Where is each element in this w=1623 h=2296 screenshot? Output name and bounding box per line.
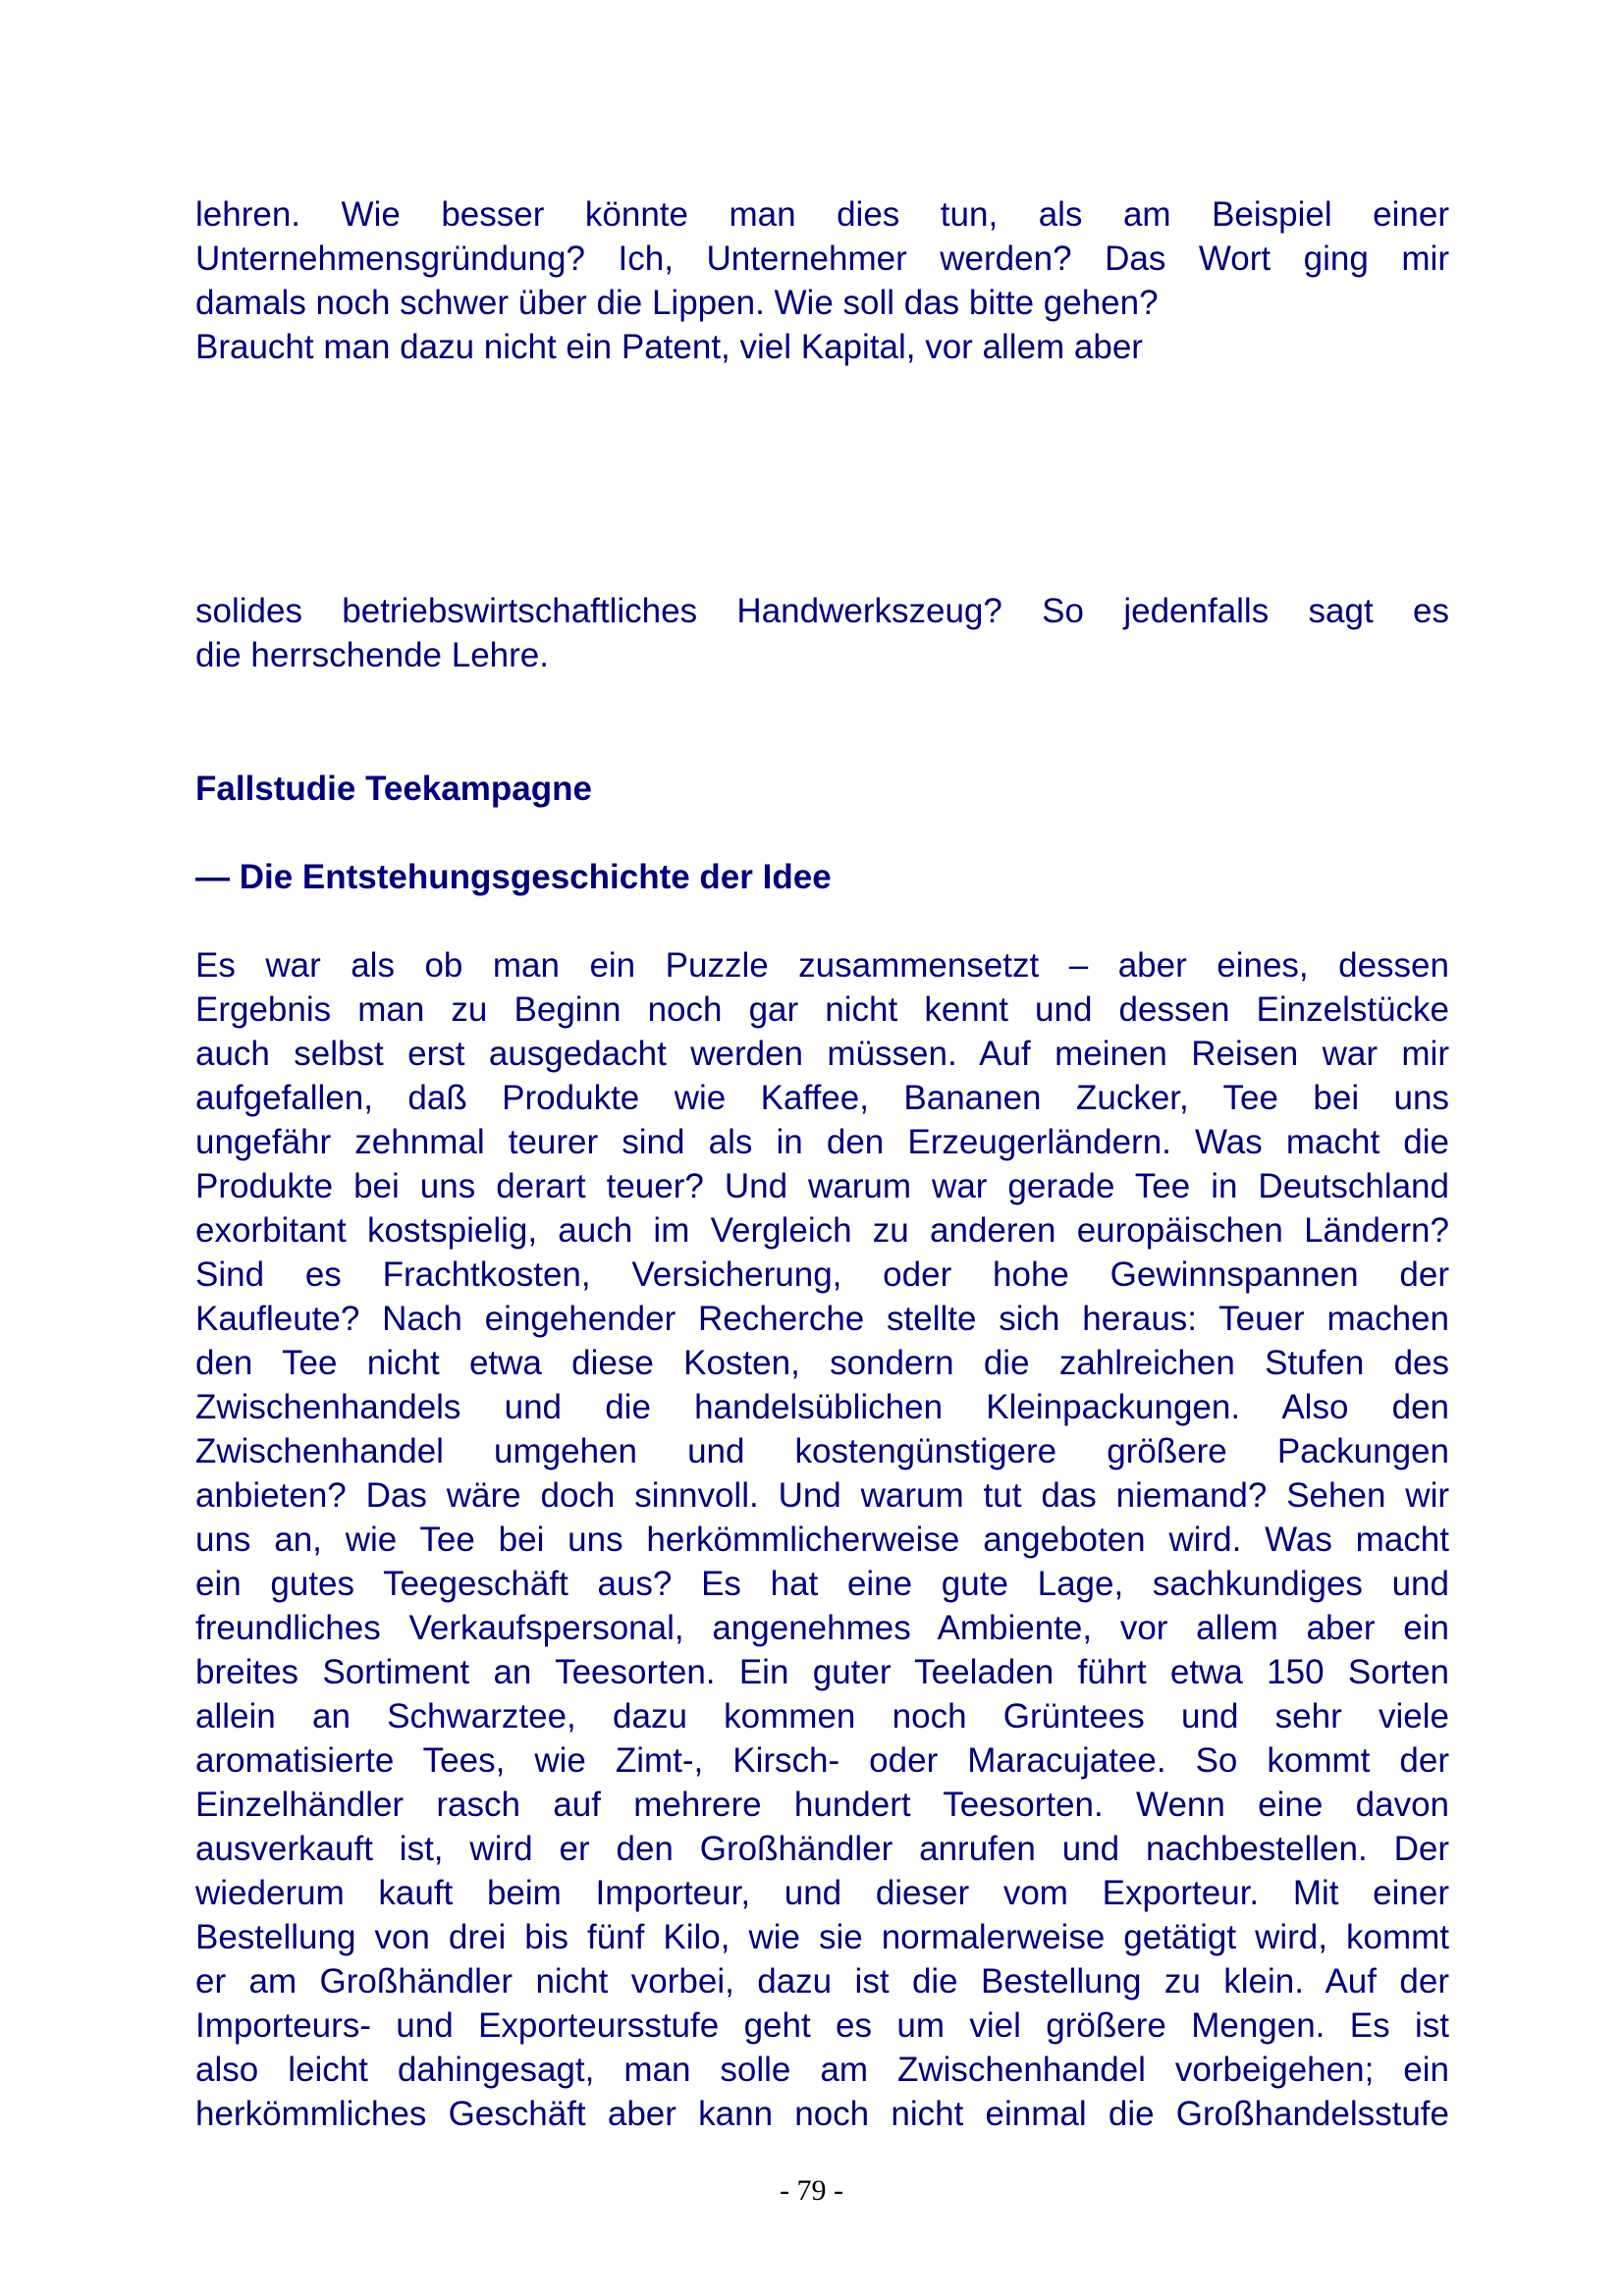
text-line: die herrschende Lehre. bbox=[195, 636, 549, 674]
paragraph-body bbox=[195, 943, 1449, 2136]
text-line: breites Sortiment an Teesorten. Ein guter Teeladen führt etwa 150 Sorten bbox=[195, 1653, 1449, 1691]
text-line: Produkte bei uns derart teuer? Und warum war gerade Tee in Deutschland bbox=[195, 1167, 1449, 1205]
text-line: Zwischenhandels und die handelsüblichen Kleinpackungen. Also den bbox=[195, 1388, 1449, 1426]
text-line: Einzelhändler rasch auf mehrere hundert Teesorten. Wenn eine davon bbox=[195, 1786, 1449, 1824]
text-line: ungefähr zehnmal teurer sind als in den Erzeugerländern. Was macht die bbox=[195, 1123, 1449, 1161]
text-line: uns an, wie Tee bei uns herkömmlicherweise angeboten wird. Was macht bbox=[195, 1521, 1449, 1559]
text-line: Zwischenhandel umgehen und kostengünstigere größere Packungen bbox=[195, 1432, 1449, 1470]
text-line: Sind es Frachtkosten, Versicherung, oder hohe Gewinnspannen der bbox=[195, 1255, 1449, 1294]
text-line: Unternehmensgründung? Ich, Unternehmer werden? Das Wort ging mir bbox=[195, 240, 1449, 278]
text-line: Braucht man dazu nicht ein Patent, viel Kapital, vor allem aber bbox=[195, 328, 1143, 366]
text-line: herkömmliches Geschäft aber kann noch nicht einmal die Großhandelsstufe bbox=[195, 2095, 1449, 2133]
text-line: wiederum kauft beim Importeur, und dieser vom Exporteur. Mit einer bbox=[195, 1874, 1449, 1912]
text-line: allein an Schwarztee, dazu kommen noch Grüntees und sehr viele bbox=[195, 1697, 1449, 1735]
text-line: freundliches Verkaufspersonal, angenehmes Ambiente, vor allem aber ein bbox=[195, 1609, 1449, 1647]
text-line: Importeurs- und Exporteursstufe geht es um viel größere Mengen. Es ist bbox=[195, 2006, 1449, 2045]
paragraph-continuation bbox=[195, 589, 1449, 677]
text-line: den Tee nicht etwa diese Kosten, sondern die zahlreichen Stufen des bbox=[195, 1344, 1449, 1382]
text-line: also leicht dahingesagt, man solle am Zwischenhandel vorbeigehen; ein bbox=[195, 2051, 1449, 2089]
subsection-heading: — Die Entstehungsgeschichte der Idee bbox=[195, 858, 832, 896]
text-line: aromatisierte Tees, wie Zimt-, Kirsch- oder Maracujatee. So kommt der bbox=[195, 1741, 1449, 1780]
page-number: - 79 - bbox=[780, 2174, 843, 2207]
text-line: solides betriebswirtschaftliches Handwerkszeug? So jedenfalls sagt es bbox=[195, 592, 1449, 630]
text-line: ausverkauft ist, wird er den Großhändler anrufen und nachbestellen. Der bbox=[195, 1830, 1449, 1868]
text-line: Kaufleute? Nach eingehender Recherche stellte sich heraus: Teuer machen bbox=[195, 1300, 1449, 1338]
text-line: er am Großhändler nicht vorbei, dazu ist die Bestellung zu klein. Auf der bbox=[195, 1962, 1449, 2001]
text-line: damals noch schwer über die Lippen. Wie soll das bitte gehen? bbox=[195, 284, 1159, 322]
text-line: exorbitant kostspielig, auch im Vergleich zu anderen europäischen Ländern? bbox=[195, 1211, 1449, 1250]
text-line: ein gutes Teegeschäft aus? Es hat eine gute Lage, sachkundiges und bbox=[195, 1565, 1449, 1603]
text-line: auch selbst erst ausgedacht werden müssen. Auf meinen Reisen war mir bbox=[195, 1035, 1449, 1073]
text-line: Bestellung von drei bis fünf Kilo, wie sie normalerweise getätigt wird, kommt bbox=[195, 1918, 1449, 1956]
text-line: aufgefallen, daß Produkte wie Kaffee, Bananen Zucker, Tee bei uns bbox=[195, 1079, 1449, 1117]
text-line: Es war als ob man ein Puzzle zusammensetzt – aber eines, dessen bbox=[195, 946, 1449, 985]
text-line: lehren. Wie besser könnte man dies tun, als am Beispiel einer bbox=[195, 195, 1449, 234]
section-heading: Fallstudie Teekampagne bbox=[195, 770, 592, 808]
text-line: Ergebnis man zu Beginn noch gar nicht kennt und dessen Einzelstücke bbox=[195, 990, 1449, 1029]
text-line: anbieten? Das wäre doch sinnvoll. Und warum tut das niemand? Sehen wir bbox=[195, 1476, 1449, 1515]
paragraph-intro bbox=[195, 192, 1449, 369]
